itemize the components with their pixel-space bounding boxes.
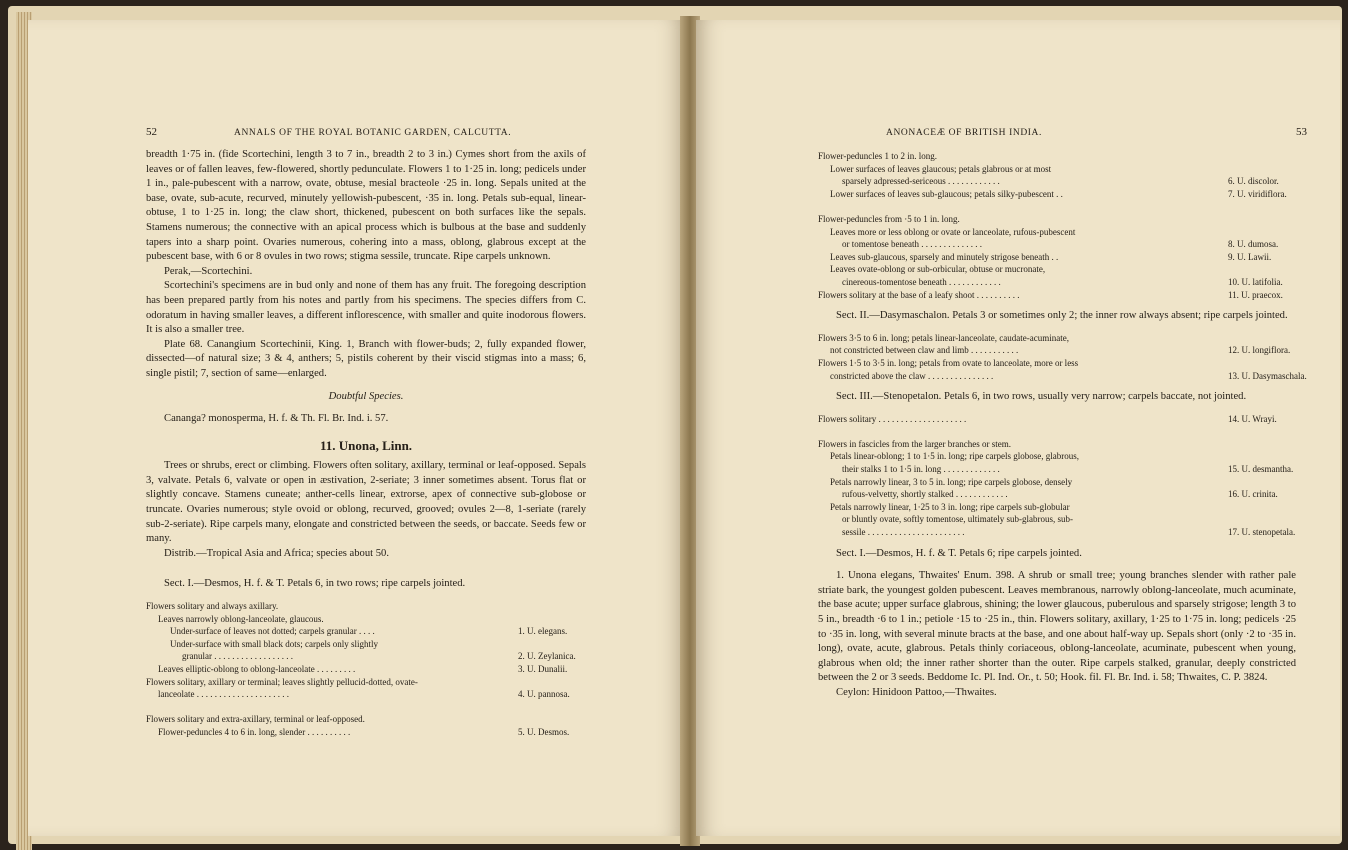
key-text: constricted above the claw . . . . . . . . . . . . . . .	[830, 370, 994, 381]
key-row	[818, 188, 1296, 201]
open-book	[8, 6, 1342, 844]
distribution: Distrib.—Tropical Asia and Africa; species about 50.	[164, 547, 389, 559]
section-heading: Sect. III.—Stenopetalon. Petals 6, in two rows, usually very narrow; carpels baccate, not jointed.	[836, 391, 1247, 403]
page-number: 52	[146, 126, 157, 138]
key-species: 12. U. longiflora.	[1228, 345, 1291, 356]
key-text: Flowers 1·5 to 3·5 in. long; petals from ovate to lanceolate, more or less	[818, 357, 1079, 368]
key-species	[1228, 476, 1296, 489]
key-text: Leaves narrowly oblong-lanceolate, glaucous.	[158, 613, 324, 624]
key-species: 14. U. Wrayi.	[1228, 413, 1277, 424]
key-row	[818, 238, 1296, 251]
key-text: granular . . . . . . . . . . . . . . . . . .	[182, 651, 293, 662]
key-text: Leaves more or less oblong or ovate or lanceolate, rufous-pubescent	[830, 226, 1076, 237]
key-species: 8. U. dumosa.	[1228, 239, 1279, 250]
key-species	[1228, 213, 1296, 226]
key-text: lanceolate . . . . . . . . . . . . . . . . . . . . .	[158, 689, 289, 700]
key-row	[818, 370, 1307, 383]
key-row	[146, 663, 586, 676]
key-species	[1228, 501, 1296, 514]
key-text: cinereous-tomentose beneath . . . . . . . . . . . .	[842, 276, 1001, 287]
genus-title: 11. Unona, Linn.	[319, 437, 413, 453]
species-key	[818, 150, 1296, 301]
key-row	[818, 263, 1296, 276]
key-text: Flower-peduncles 1 to 2 in. long.	[818, 151, 938, 161]
key-species: 3. U. Dunalii.	[518, 664, 568, 674]
key-species: 4. U. pannosa.	[518, 689, 570, 700]
key-species	[1228, 263, 1296, 276]
key-species	[518, 676, 586, 689]
left-page	[28, 20, 685, 836]
key-row	[818, 289, 1296, 302]
key-row	[818, 425, 1296, 438]
left-content	[146, 148, 586, 739]
page-number: 53	[1296, 126, 1307, 138]
key-row	[818, 357, 1296, 370]
key-text: Petals narrowly linear, 1·25 to 3 in. long; ripe carpels sub-globular	[830, 501, 1070, 512]
key-text: Flowers solitary, axillary or terminal; leaves slightly pellucid-dotted, ovate-	[146, 676, 418, 687]
key-text: Flowers solitary . . . . . . . . . . . . . . . . . . . .	[818, 413, 967, 424]
key-species: 5. U. Desmos.	[518, 726, 570, 737]
key-species	[1228, 357, 1296, 370]
paragraph: Scortechini's specimens are in bud only and none of them has any fruit. The foregoing description has been prepared partly from his notes and partly from his specimens. The species differs from C. odoratum in having smaller leaves, a different inflorescence, with smaller and quite inodorous flowers. It is also a smaller tree.	[146, 280, 586, 336]
key-species	[1228, 226, 1296, 239]
key-species	[518, 613, 586, 626]
key-row	[818, 150, 1296, 163]
key-text: Flowers in fascicles from the larger branches or stem.	[818, 438, 1012, 449]
key-text: Petals narrowly linear, 3 to 5 in. long; ripe carpels globose, densely	[830, 476, 1073, 487]
key-row	[818, 526, 1296, 539]
key-row	[818, 463, 1296, 476]
key-row	[146, 600, 586, 613]
paragraph: breadth 1·75 in. (fide Scortechini, length 3 to 7 in., breadth 2 to 3 in.) Cymes short from the axils of leaves or of fallen leaves, few-flowered, shortly pedunculate. Flowers 1 to 1·25 in. long; pedicels under 1 in., pale-pubescent with a narrow, ovate, obtuse, mesial bracteole ·25 in. long. Sepals united at the base, ovate, sub-acute, recurved, minutely yellowish-pubescent, ·35 in. long. Petals sub-equal, linear-obtuse, 1 to 1·25 in. long; the claw short, thickened, pubescent on both surfaces like the sepals. Stamens numerous; the connective with an apical process which is bulbous at the base and suddenly tapers into a sharp point. Ovaries numerous, cohering into a mass, oblong, glabrous except at the pubescent base, with 6 or 8 ovules in two rows; stigma sessile, truncate. Ripe carpels unknown.	[146, 149, 586, 263]
key-species	[518, 701, 586, 714]
species-key	[818, 332, 1307, 382]
key-text: Petals linear-oblong; 1 to 1·5 in. long; ripe carpels globose, glabrous,	[830, 451, 1080, 462]
key-row	[818, 344, 1296, 357]
key-text: rufous-velvetty, shortly stalked . . . . . . . . . . . .	[842, 489, 1008, 500]
key-row	[146, 713, 586, 726]
section-heading: Sect. I.—Desmos, H. f. & T. Petals 6, in two rows; ripe carpels jointed.	[164, 578, 466, 590]
plate-caption: Plate 68. Canangium Scortechinii, King. 1, Branch with flower-buds; 2, fully expanded flower, dissected—of natural size; 3 & 4, anthers; 5, pistils coherent by their viscid stigmas into a mass; 6, single pistil; 7, section of same—enlarged.	[146, 338, 586, 379]
key-row	[818, 413, 1296, 426]
key-text: Lower surfaces of leaves glaucous; petals glabrous or at most	[830, 163, 1052, 174]
doubtful-species: Cananga? monosperma, H. f. & Th. Fl. Br. Ind. i. 57.	[164, 413, 389, 425]
species-key	[818, 413, 1296, 539]
key-row	[818, 450, 1296, 463]
key-species: 17. U. stenopetala.	[1228, 527, 1296, 538]
key-text: Flowers 3·5 to 6 in. long; petals linear-lanceolate, caudate-acuminate,	[818, 332, 1069, 343]
key-species	[518, 638, 586, 651]
key-species: 10. U. latifolia.	[1228, 276, 1283, 287]
key-species	[1228, 332, 1296, 345]
key-text: Flowers solitary and extra-axillary, terminal or leaf-opposed.	[146, 714, 365, 725]
key-species	[1228, 163, 1296, 176]
key-text: their stalks 1 to 1·5 in. long . . . . . . . . . . . . .	[842, 464, 1000, 475]
key-species: 7. U. viridiflora.	[1228, 188, 1287, 199]
key-row	[818, 501, 1296, 514]
key-row	[146, 701, 586, 714]
key-text	[146, 701, 518, 714]
key-row	[818, 175, 1296, 188]
key-row	[818, 332, 1296, 345]
subheading: Doubtful Species.	[328, 390, 404, 402]
key-row	[818, 213, 1296, 226]
section-heading: Sect. II.—Dasymaschalon. Petals 3 or sometimes only 2; the inner row always absent; ripe carpels jointed.	[836, 310, 1288, 322]
key-text: Leaves sub-glaucous, sparsely and minutely strigose beneath . .	[830, 251, 1059, 262]
key-text: not constricted between claw and limb . . . . . . . . . . .	[830, 345, 1019, 356]
key-text: Flower-peduncles 4 to 6 in. long, slender . . . . . . . . . .	[158, 726, 351, 737]
key-text	[818, 425, 1228, 438]
key-row	[818, 513, 1296, 526]
key-text: sparsely adpressed-sericeous . . . . . . . . . . . .	[842, 176, 1000, 187]
key-text: Leaves elliptic-oblong to oblong-lanceolate . . . . . . . . .	[158, 664, 356, 674]
key-species: 1. U. elegans.	[518, 626, 568, 637]
key-species: 15. U. desmantha.	[1228, 464, 1294, 475]
key-row	[818, 488, 1296, 501]
key-row	[818, 226, 1296, 239]
key-row	[818, 476, 1296, 489]
section-heading: Sect. I.—Desmos, H. f. & T. Petals 6; ripe carpels jointed.	[836, 547, 1082, 559]
key-row	[146, 688, 586, 701]
key-species: 6. U. discolor.	[1228, 176, 1279, 187]
key-text: Flower-peduncles from ·5 to 1 in. long.	[818, 213, 960, 224]
key-row	[818, 200, 1296, 213]
running-head: ANONACEÆ OF BRITISH INDIA.	[886, 128, 1042, 138]
key-species	[1228, 200, 1296, 213]
key-row	[818, 251, 1296, 264]
species-key	[146, 600, 586, 739]
right-page	[696, 20, 1340, 836]
key-species	[1228, 450, 1296, 463]
key-species: 9. U. Lawii.	[1228, 251, 1272, 262]
key-text: sessile . . . . . . . . . . . . . . . . . . . . . .	[842, 527, 965, 538]
key-row	[818, 163, 1296, 176]
key-row	[146, 676, 586, 689]
key-row	[146, 625, 586, 638]
key-text: or bluntly ovate, softly tomentose, ultimately sub-glabrous, sub-	[842, 514, 1073, 525]
key-species	[518, 713, 586, 726]
key-species	[1228, 438, 1296, 451]
key-species	[1228, 425, 1296, 438]
key-text: Leaves ovate-oblong or sub-orbicular, obtuse or mucronate,	[830, 264, 1046, 275]
locality: Perak,—Scortechini.	[164, 265, 253, 277]
key-species: 13. U. Dasymaschala.	[1228, 370, 1307, 381]
locality: Ceylon: Hinidoon Pattoo,—Thwaites.	[836, 686, 997, 698]
key-species: 2. U. Zeylanica.	[518, 651, 576, 662]
key-row	[146, 650, 586, 663]
key-row	[146, 638, 586, 651]
key-text: Under-surface with small black dots; carpels only slightly	[170, 638, 379, 649]
key-species: 11. U. praecox.	[1228, 289, 1283, 300]
genus-description: Trees or shrubs, erect or climbing. Flowers often solitary, axillary, terminal or leaf-opposed. Sepals 3, valvate. Petals 6, valvate or open in æstivation, 2-seriate; 3 inner sometimes absent. Torus flat or slightly concave. Stamens cuneate; anther-cells linear, extrorse, apex of connective sub-globose or truncate. Ovaries numerous; style ovoid or oblong, recurved, grooved; ovules 2—8, 1-seriate (rarely sub-2-seriate). Ripe carpels many, elongate and constricted between the seeds, or baccate. Seeds few or many.	[146, 460, 586, 545]
key-text	[818, 200, 1228, 213]
key-text: Lower surfaces of leaves sub-glaucous; petals silky-pubescent . .	[830, 188, 1063, 199]
key-species	[518, 600, 586, 613]
right-content	[818, 150, 1307, 701]
running-head: ANNALS OF THE ROYAL BOTANIC GARDEN, CALCUTTA.	[234, 128, 512, 138]
key-species	[1228, 513, 1296, 526]
key-text: Flowers solitary at the base of a leafy shoot . . . . . . . . . .	[818, 289, 1020, 300]
key-text: Under-surface of leaves not dotted; carpels granular . . . .	[170, 626, 375, 637]
key-text: Flowers solitary and always axillary.	[146, 601, 279, 612]
key-row	[146, 726, 586, 739]
species-description: 1. Unona elegans, Thwaites' Enum. 398. A shrub or small tree; young branches slender with rather pale striate bark, the youngest golden pubescent. Leaves membranous, narrowly oblong-lanceolate, much acuminate, the base acute; upper surface glabrous, shining; the lower glaucous, puberulous and sparsely strigose; length 3 to 5 in., breadth ·6 to 1 in.; petiole ·15 to ·25 in., thin. Flowers solitary, axillary, 1·25 to 1·75 in. long; pedicels ·25 to ·35 in. long, with several minute bracts at the base, and one about half-way up. Sepals short (only ·2 to ·35 in. long), ovate, acute, glabrous. Petals thinly coriaceous, oblong-lanceolate, acuminate, pubescent when young, glabrous when old; the inner rather shorter than the outer. Ripe carpels stalked, granular, deeply constricted between the 2 or 3 seeds. Beddome Ic. Pl. Ind. Or., t. 50; Hook. fil. Fl. Br. Ind. i. 58; Thwaites, C. P. 3824.	[818, 570, 1296, 684]
key-species: 16. U. crinita.	[1228, 489, 1278, 500]
key-text: or tomentose beneath . . . . . . . . . . . . . .	[842, 239, 982, 250]
key-species	[1228, 150, 1296, 163]
key-row	[818, 438, 1296, 451]
key-row	[146, 613, 586, 626]
key-row	[818, 276, 1296, 289]
